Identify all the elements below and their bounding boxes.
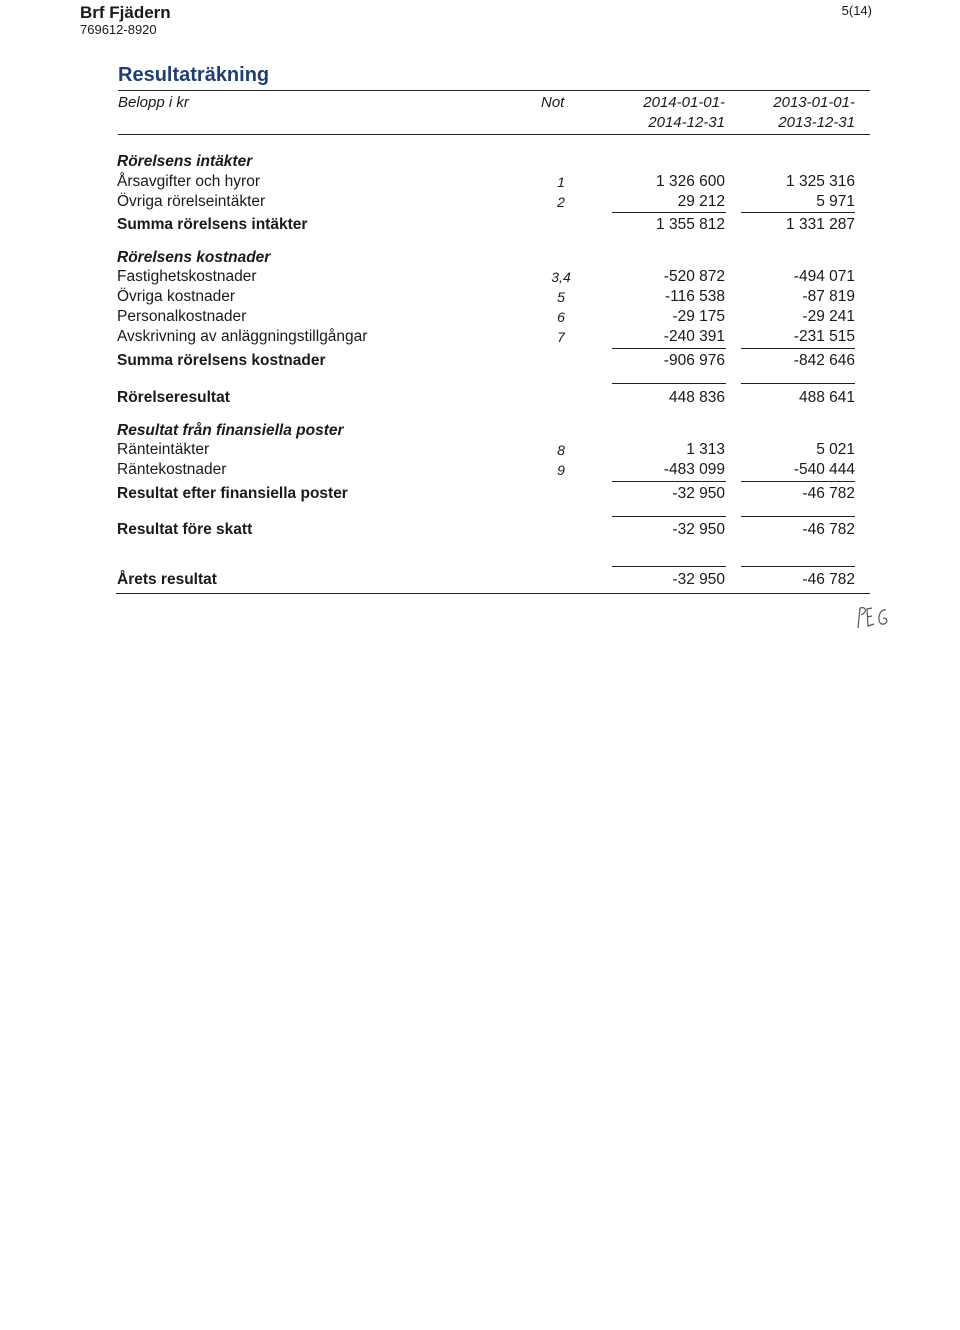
sum-rule-previous bbox=[741, 481, 855, 482]
row-previous-value: -842 646 bbox=[793, 352, 855, 369]
column-header-label: Belopp i kr bbox=[118, 94, 189, 111]
row-label: Fastighetskostnader bbox=[117, 268, 257, 285]
row-label: Rörelsens kostnader bbox=[117, 249, 271, 266]
organization-number: 769612-8920 bbox=[80, 22, 157, 37]
row-current-value: -906 976 bbox=[663, 352, 725, 369]
table-row-other-costs bbox=[0, 287, 960, 307]
table-row-result-before-tax bbox=[0, 520, 960, 540]
row-note: 7 bbox=[557, 329, 565, 345]
table-row-total-costs bbox=[0, 351, 960, 371]
row-previous-value: 1 325 316 bbox=[786, 173, 855, 190]
row-current-value: 1 326 600 bbox=[656, 173, 725, 190]
header-divider bbox=[118, 134, 870, 135]
row-previous-value: -231 515 bbox=[793, 328, 855, 345]
table-row-depreciation bbox=[0, 327, 960, 347]
table-row-staff-costs bbox=[0, 307, 960, 327]
table-row-interest-income bbox=[0, 440, 960, 460]
organization-name: Brf Fjädern bbox=[80, 3, 171, 22]
row-label: Årets resultat bbox=[117, 571, 217, 588]
row-current-value: -240 391 bbox=[663, 328, 725, 345]
sum-rule-previous bbox=[741, 566, 855, 567]
row-label: Resultat från finansiella poster bbox=[117, 422, 344, 439]
row-label: Resultat före skatt bbox=[117, 521, 253, 538]
row-previous-value: -494 071 bbox=[793, 268, 855, 285]
row-note: 5 bbox=[557, 289, 565, 305]
row-label: Årsavgifter och hyror bbox=[117, 173, 260, 190]
row-current-value: -483 099 bbox=[663, 461, 725, 478]
row-label: Övriga kostnader bbox=[117, 288, 236, 305]
row-previous-value: -46 782 bbox=[802, 521, 855, 538]
row-current-value: 1 355 812 bbox=[656, 216, 725, 233]
sum-rule-current bbox=[612, 212, 726, 213]
column-header-note: Not bbox=[541, 94, 565, 111]
bottom-divider bbox=[116, 593, 870, 594]
row-label: Summa rörelsens intäkter bbox=[117, 216, 308, 233]
row-note: 2 bbox=[557, 194, 565, 210]
row-current-value: 29 212 bbox=[677, 193, 725, 210]
row-label: Avskrivning av anläggningstillgångar bbox=[117, 328, 368, 345]
row-current-value: 448 836 bbox=[668, 389, 725, 406]
signature-initials bbox=[852, 600, 900, 632]
row-label: Rörelseresultat bbox=[117, 389, 230, 406]
row-previous-value: -29 241 bbox=[802, 308, 855, 325]
row-previous-value: -540 444 bbox=[793, 461, 855, 478]
row-label: Personalkostnader bbox=[117, 308, 247, 325]
row-note: 3,4 bbox=[551, 269, 571, 285]
row-label: Summa rörelsens kostnader bbox=[117, 352, 326, 369]
row-current-value: -116 538 bbox=[664, 288, 725, 305]
sum-rule-current bbox=[612, 566, 726, 567]
sum-rule-current bbox=[612, 348, 726, 349]
section-heading-income bbox=[0, 152, 960, 172]
sum-rule-previous bbox=[741, 212, 855, 213]
row-label: Rörelsens intäkter bbox=[117, 153, 253, 170]
table-row-operating-result bbox=[0, 388, 960, 408]
row-current-value: -32 950 bbox=[672, 485, 725, 502]
previous-period-start: 2013-01-01- bbox=[773, 94, 855, 111]
row-label: Räntekostnader bbox=[117, 461, 227, 478]
document-title: Resultaträkning bbox=[118, 64, 270, 86]
row-previous-value: -87 819 bbox=[802, 288, 855, 305]
row-note: 6 bbox=[557, 309, 565, 325]
row-note: 9 bbox=[557, 462, 565, 478]
row-previous-value: 5 971 bbox=[816, 193, 855, 210]
row-label: Resultat efter finansiella poster bbox=[117, 485, 348, 502]
row-note: 1 bbox=[557, 174, 565, 190]
table-row-result-after-financial bbox=[0, 484, 960, 504]
table-row-net-result bbox=[0, 570, 960, 590]
current-period-start: 2014-01-01- bbox=[643, 94, 725, 111]
row-previous-value: 5 021 bbox=[816, 441, 855, 458]
sum-rule-current bbox=[612, 481, 726, 482]
sum-rule-current bbox=[612, 516, 726, 517]
sum-rule-previous bbox=[741, 516, 855, 517]
table-row-property-costs bbox=[0, 267, 960, 287]
sum-rule-previous bbox=[741, 383, 855, 384]
table-row-total-income bbox=[0, 215, 960, 235]
row-previous-value: -46 782 bbox=[802, 571, 855, 588]
row-current-value: -32 950 bbox=[672, 571, 725, 588]
sum-rule-previous bbox=[741, 348, 855, 349]
row-current-value: 1 313 bbox=[686, 441, 725, 458]
row-current-value: -520 872 bbox=[663, 268, 725, 285]
current-period-end: 2014-12-31 bbox=[648, 114, 725, 131]
page-number: 5(14) bbox=[841, 3, 872, 18]
row-label: Ränteintäkter bbox=[117, 441, 210, 458]
table-row-annual-fees bbox=[0, 172, 960, 192]
section-heading-costs bbox=[0, 248, 960, 268]
table-row-other-income bbox=[0, 192, 960, 212]
sum-rule-current bbox=[612, 383, 726, 384]
section-heading-financial bbox=[0, 421, 960, 441]
row-current-value: -32 950 bbox=[672, 521, 725, 538]
table-row-interest-costs bbox=[0, 460, 960, 480]
row-previous-value: 488 641 bbox=[798, 389, 855, 406]
row-note: 8 bbox=[557, 442, 565, 458]
column-header-current-period bbox=[585, 93, 725, 133]
column-header-previous-period bbox=[715, 93, 855, 133]
row-label: Övriga rörelseintäkter bbox=[117, 193, 266, 210]
row-previous-value: -46 782 bbox=[802, 485, 855, 502]
row-current-value: -29 175 bbox=[672, 308, 725, 325]
row-previous-value: 1 331 287 bbox=[786, 216, 855, 233]
previous-period-end: 2013-12-31 bbox=[778, 114, 855, 131]
title-divider bbox=[118, 90, 870, 91]
